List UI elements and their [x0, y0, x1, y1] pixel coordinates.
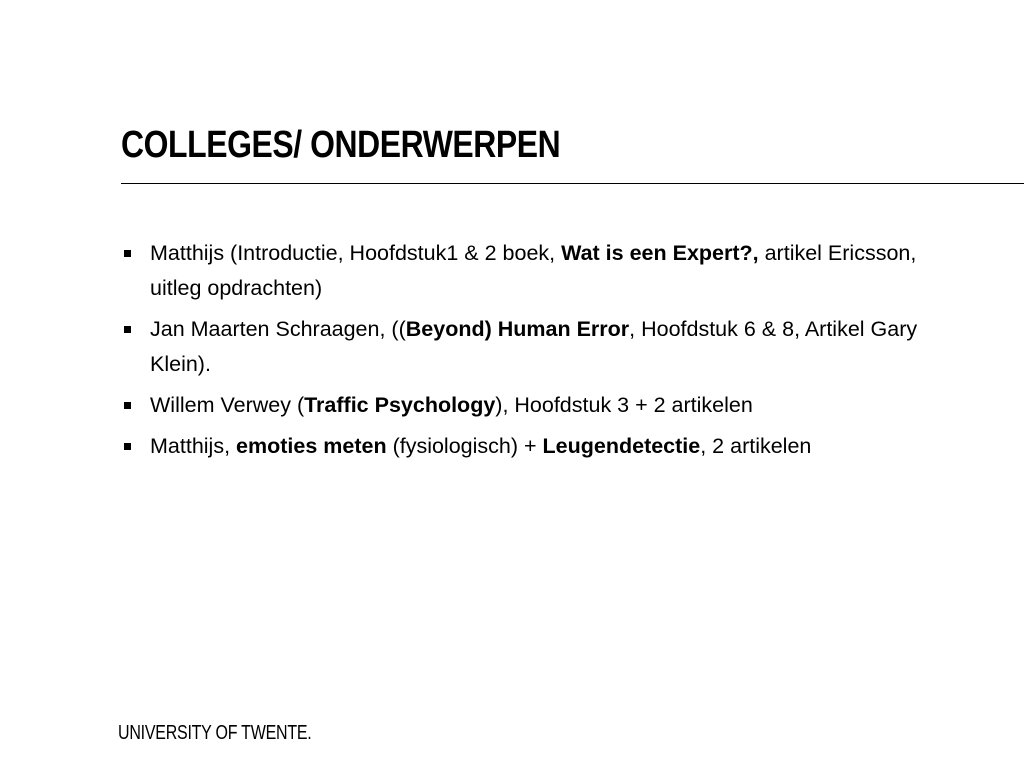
list-item: [121, 312, 971, 382]
bullet-text: Matthijs,: [150, 434, 237, 458]
list-item: [121, 236, 971, 306]
bullet-emphasis: Traffic Psychology: [304, 393, 496, 417]
bullet-text: Jan Maarten Schraagen, ((: [150, 317, 406, 341]
list-item: [121, 388, 971, 423]
bullet-emphasis: Leugendetectie: [542, 434, 701, 458]
bullet-text: Matthijs (Introductie, Hoofdstuk1 & 2 boek,: [150, 241, 562, 265]
bullet-emphasis: Beyond) Human Error: [405, 317, 630, 341]
bullet-list: [121, 236, 971, 470]
list-item: [121, 429, 971, 464]
bullet-emphasis: emoties meten: [236, 434, 387, 458]
slide-title: COLLEGES/ ONDERWERPEN: [121, 124, 561, 166]
title-divider: [121, 183, 1024, 184]
bullet-text: Willem Verwey (: [150, 393, 305, 417]
square-bullet-icon: [124, 250, 131, 257]
bullet-text: , 2 artikelen: [700, 434, 812, 458]
bullet-text: , Hoofdstuk 6 & 8, Artikel Gary Klein).: [150, 317, 918, 376]
bullet-emphasis: Wat is een Expert?,: [561, 241, 759, 265]
square-bullet-icon: [124, 402, 131, 409]
bullet-text: ), Hoofdstuk 3 + 2 artikelen: [495, 393, 753, 417]
square-bullet-icon: [124, 443, 131, 450]
university-logo: UNIVERSITY OF TWENTE.: [118, 722, 312, 744]
bullet-text: (fysiologisch) +: [386, 434, 543, 458]
bullet-text: artikel Ericsson, uitleg opdrachten): [150, 241, 917, 300]
square-bullet-icon: [124, 326, 131, 333]
